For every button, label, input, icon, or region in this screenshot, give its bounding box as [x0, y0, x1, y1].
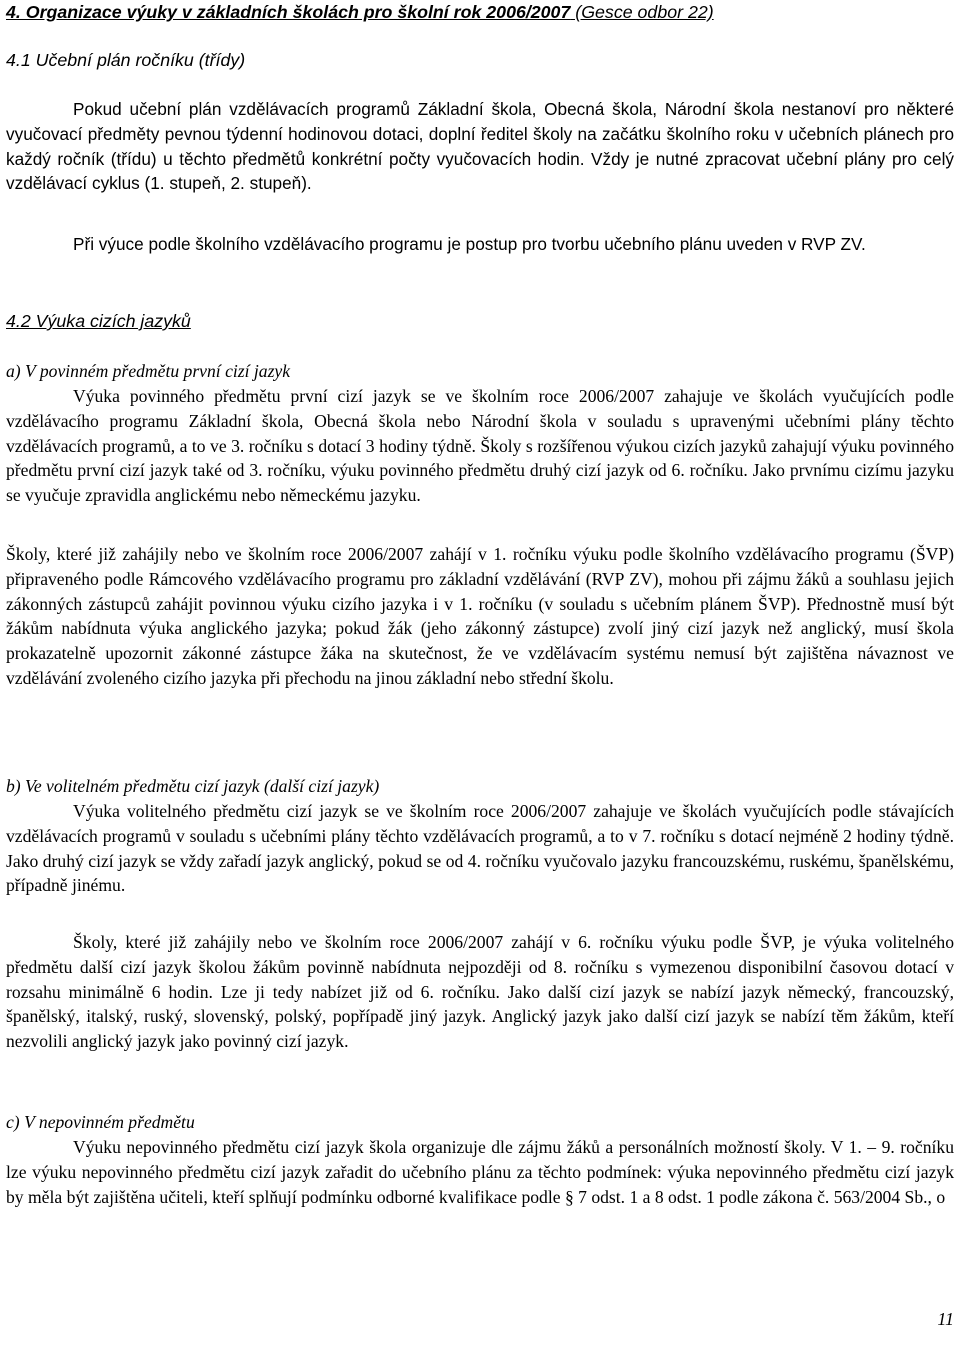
main-heading-title: 4. Organizace výuky v základních školách pro školní rok 2006/2007 — [6, 2, 571, 22]
page-number: 11 — [937, 1309, 954, 1329]
subsection-b-title: b) Ve volitelném předmětu cizí jazyk (další cizí jazyk) — [6, 776, 380, 796]
subsection-b-paragraph-1: Výuka volitelného předmětu cizí jazyk se ve školním roce 2006/2007 zahajuje ve školách vyučujících podle stávajících vzdělávacích programů v souladu s učebními plány těchto vzdělávacích programů, a to v 7. ročníku s dotací nejméně 2 hodiny týdně. Jako druhý cizí jazyk se vždy zařadí jazyk anglický, pokud se od 4. ročníku vyučovalo jazyku francouzskému, ruskému, španělskému, případně jinému. — [6, 801, 954, 896]
section-4-1-paragraph-1: Pokud učební plán vzdělávacích programů Základní škola, Obecná škola, Národní škola nestanoví pro některé vyučovací předměty pevnou týdenní hodinovou dotaci, doplní ředitel školy na začátku školního roku v učebních plánech pro každý ročník (třídu) u těchto předmětů konkrétní počty vyučovacích hodin. Vždy je nutné zpracovat učební plány pro celý vzdělávací cyklus (1. stupeň, 2. stupeň). — [6, 99, 954, 194]
subsection-b-paragraph-2: Školy, které již zahájily nebo ve školním roce 2006/2007 zahájí v 6. ročníku výuku podle ŠVP, je výuka volitelného předmětu další cizí jazyk školou žákům povinně nabídnuta nejpozději od 8. ročníku s vymezenou disponibilní časovou dotací v rozsahu minimálně 6 hodin. Lze ji tedy nabízet již od 6. ročníku. Jako další cizí jazyk se nabízí jazyk německý, francouzský, španělský, italský, ruský, slovenský, polský, popřípadě jiný jazyk. Anglický jazyk jako další cizí jazyk se nabízí těm žákům, kteří nezvolili anglický jazyk jako povinný cizí jazyk. — [6, 932, 954, 1052]
subsection-a-title: a) V povinném předmětu první cizí jazyk — [6, 361, 291, 381]
subsection-c-title: c) V nepovinném předmětu — [6, 1112, 195, 1132]
main-heading-note: (Gesce odbor 22) — [570, 2, 714, 22]
section-4-1-paragraph-2: Při výuce podle školního vzdělávacího programu je postup pro tvorbu učebního plánu uveden v RVP ZV. — [73, 234, 866, 254]
section-4-1-heading: 4.1 Učební plán ročníku (třídy) — [6, 50, 246, 70]
section-4-2-heading: 4.2 Výuka cizích jazyků — [6, 311, 191, 331]
subsection-c-paragraph-1: Výuku nepovinného předmětu cizí jazyk škola organizuje dle zájmu žáků a personálních možností školy. V 1. – 9. ročníku lze výuku nepovinného předmětu cizí jazyk zařadit do učebního plánu za těchto podmínek: výuka nepovinného předmětu cizí jazyk by měla být zajištěna učiteli, kteří splňují podmínku odborné kvalifikace podle § 7 odst. 1 a 8 odst. 1 podle zákona č. 563/2004 Sb., o — [6, 1137, 954, 1207]
subsection-a-paragraph-1: Výuka povinného předmětu první cizí jazyk se ve školním roce 2006/2007 zahajuje ve školách vyučujících podle vzdělávacího programu Základní škola, Obecná škola nebo Národní škola v souladu s upravenými učebními plány těchto vzdělávacích programů, a to ve 3. ročníku s dotací 3 hodiny týdně. Školy s rozšířenou výukou cizích jazyků zahajují výuku povinného předmětu první cizí jazyk také od 3. ročníku, výuku povinného předmětu druhý cizí jazyk od 6. ročníku. Jako prvnímu cizímu jazyku se vyučuje zpravidla anglickému nebo německému jazyku. — [6, 386, 954, 506]
subsection-a-paragraph-2: Školy, které již zahájily nebo ve školním roce 2006/2007 zahájí v 1. ročníku výuku podle školního vzdělávacího programu (ŠVP) připraveného podle Rámcového vzdělávacího programu pro základní vzdělávání (RVP ZV), mohou při zájmu žáků a souhlasu jejich zákonných zástupců zahájit povinnou výuku cizího jazyka i v 1. ročníku (v souladu s učebním plánem ŠVP). Přednostně musí být žákům nabídnuta výuka anglického jazyka; pokud žák (jeho zákonný zástupce) zvolí jiný cizí jazyk než anglický, musí škola prokazatelně upozornit zákonné zástupce žáka na skutečnost, že ve vzdělávacím systému nemusí být zajištěna návaznost ve vzdělávání zvoleného cizího jazyka při přechodu na jinou základní nebo střední školu. — [6, 544, 954, 688]
main-heading — [6, 0, 954, 24]
